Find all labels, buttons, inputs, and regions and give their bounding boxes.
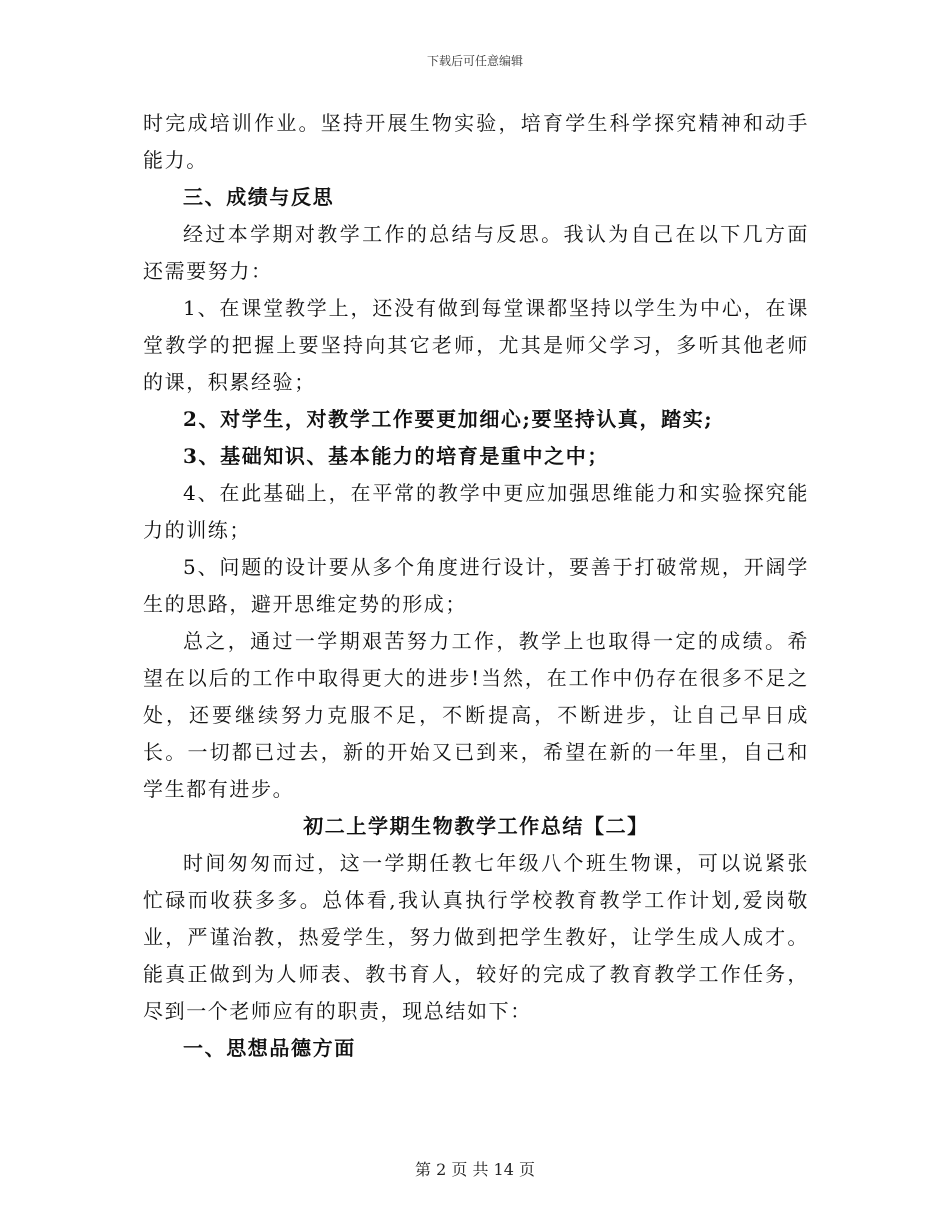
paragraph-item-3: 3、基础知识、基本能力的培育是重中之中； [183, 444, 609, 468]
paragraph-item-1: 1、在课堂教学上，还没有做到每堂课都坚持以学生为中心，在课堂教学的把握上要坚持向其它老师，尤其是师父学习，多听其他老师的课，积累经验； [143, 296, 809, 394]
page-footer: 第 2 页 共 14 页 [415, 1160, 535, 1179]
section-title-part-two: 初二上学期生物教学工作总结【二】 [303, 814, 649, 838]
paragraph-conclusion: 总之，通过一学期艰苦努力工作，教学上也取得一定的成绩。希望在以后的工作中取得更大的进步!当然，在工作中仍存在很多不足之处，还要继续努力克服不足，不断提高，不断进步，让自己早日成长。一切都已过去，新的开始又已到来，希望在新的一年里，自己和学生都有进步。 [143, 629, 809, 801]
section-heading-ideology: 一、思想品德方面 [183, 1036, 356, 1060]
page-header: 下载后可任意编辑 [426, 54, 523, 68]
paragraph-reflection-intro: 经过本学期对教学工作的总结与反思。我认为自己在以下几方面还需要努力： [143, 222, 809, 283]
section-heading-results: 三、成绩与反思 [183, 185, 335, 209]
paragraph-item-2: 2、对学生，对教学工作要更加细心;要坚持认真，踏实; [183, 407, 714, 431]
paragraph-training: 时完成培训作业。坚持开展生物实验，培育学生科学探究精神和动手能力。 [143, 111, 809, 172]
paragraph-item-4: 4、在此基础上，在平常的教学中更应加强思维能力和实验探究能力的训练； [143, 481, 809, 542]
paragraph-part-two-intro: 时间匆匆而过，这一学期任教七年级八个班生物课，可以说紧张忙碌而收获多多。总体看,我认真执行学校教育教学工作计划,爱岗敬业，严谨治教，热爱学生，努力做到把学生教好，让学生成人成才。能真正做到为人师表、教书育人，较好的完成了教育教学工作任务，尽到一个老师应有的职责，现总结如下： [143, 851, 809, 1023]
document-body [143, 105, 809, 1067]
paragraph-item-5: 5、问题的设计要从多个角度进行设计，要善于打破常规，开阔学生的思路，避开思维定势的形成； [143, 555, 809, 616]
